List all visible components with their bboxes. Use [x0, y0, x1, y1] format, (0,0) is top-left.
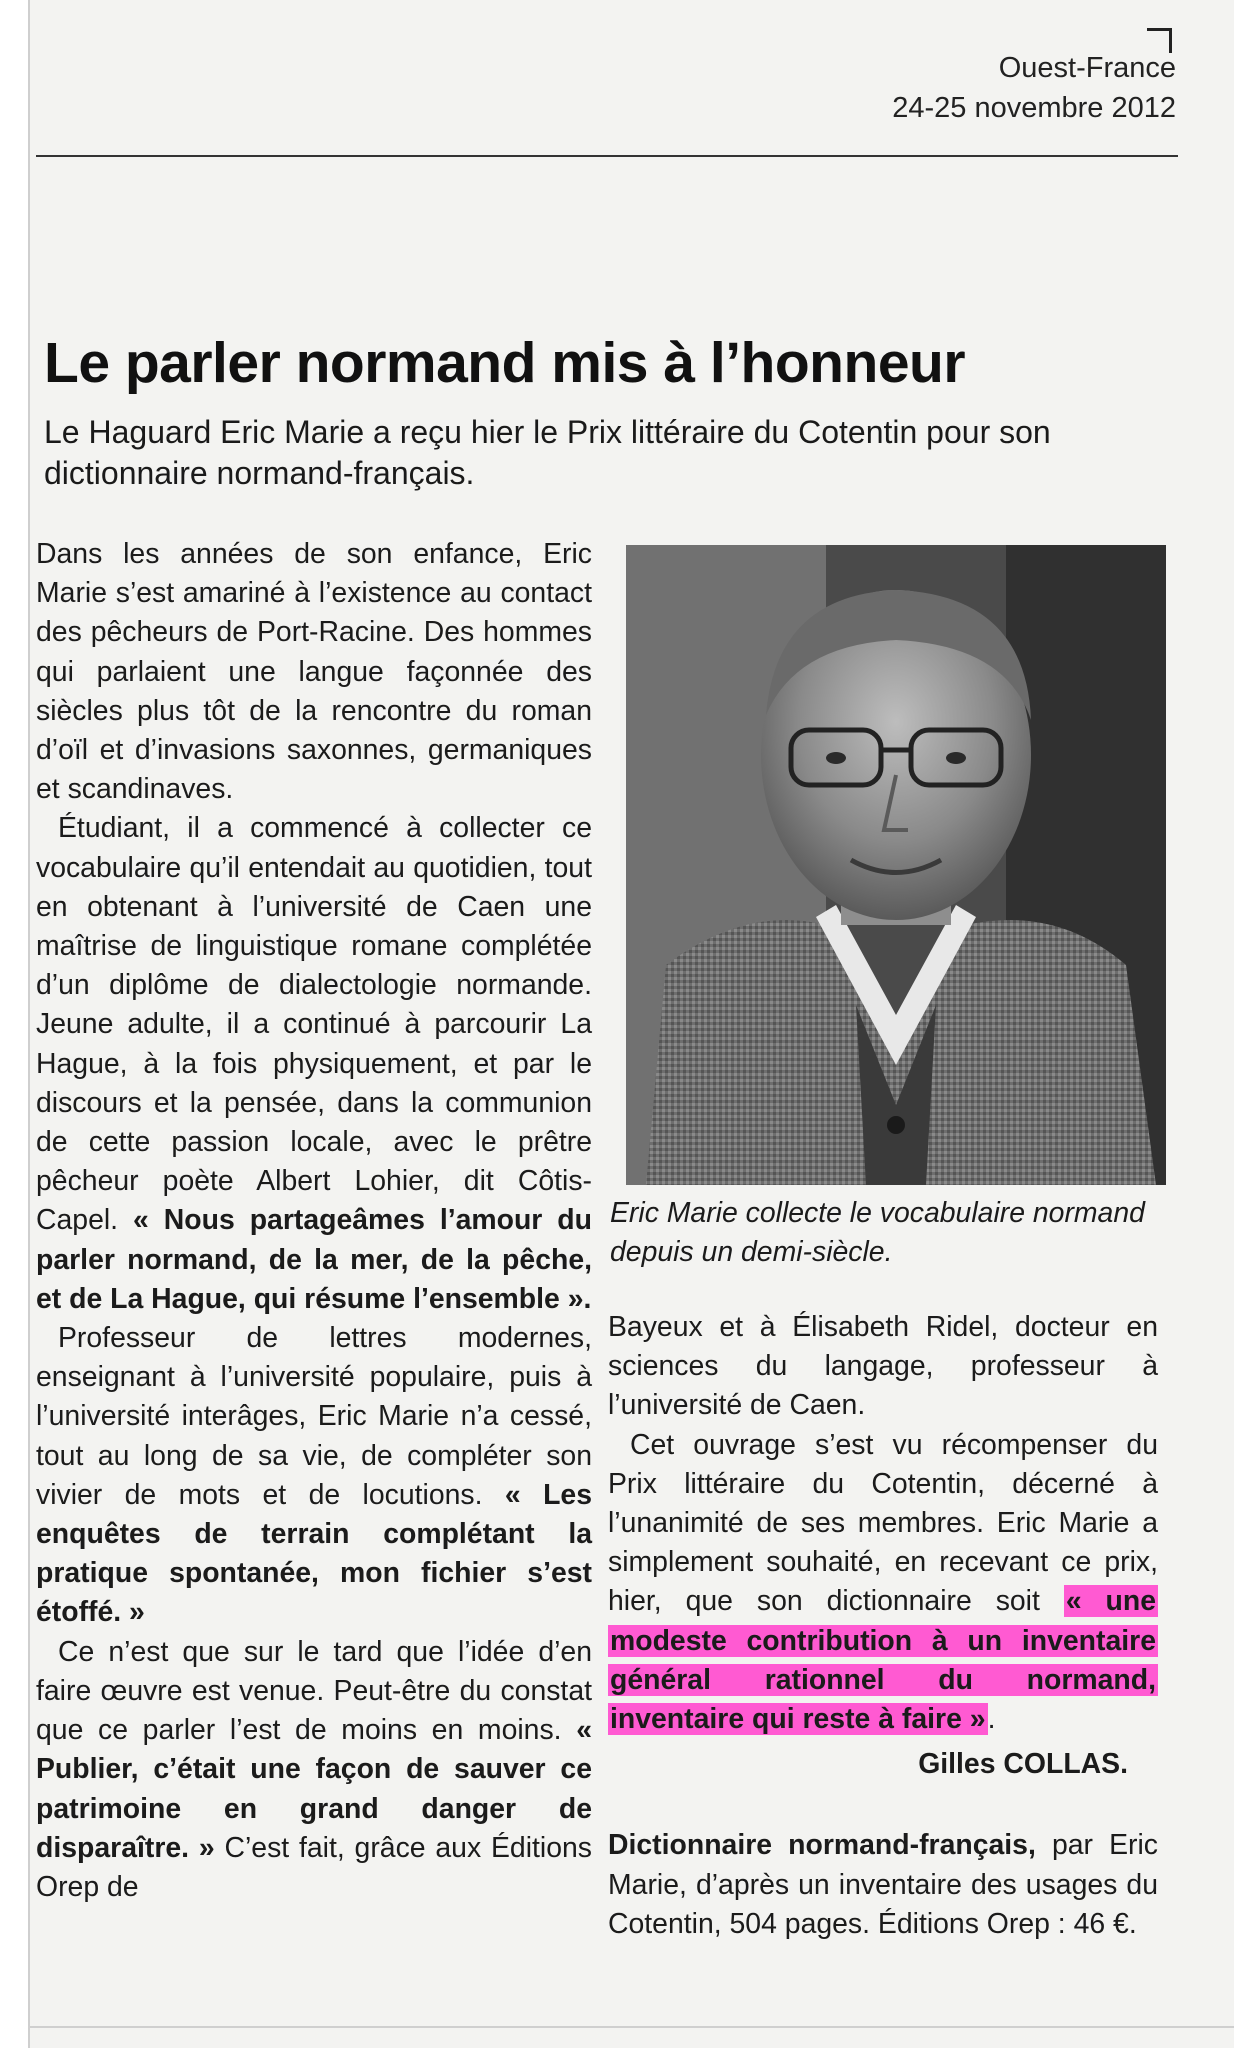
clipping-edge-bottom — [28, 2026, 1234, 2028]
paragraph — [36, 1633, 592, 1907]
paragraph: Bayeux et à Élisabeth Ridel, docteur en sciences du langage, professeur à l’université de Caen. — [608, 1311, 1158, 1422]
headline: Le parler normand mis à l’honneur — [44, 331, 966, 395]
source-date: 24-25 novembre 2012 — [892, 92, 1176, 124]
article-column-left — [36, 535, 592, 1907]
paragraph-text: C’est fait, grâce aux Éditions Orep de — [36, 1831, 592, 1903]
portrait-illustration — [626, 545, 1166, 1185]
quote: « Publier, c’était une façon de sauver ce patrimoine en grand danger de disparaître. » — [36, 1714, 592, 1864]
standfirst: Le Haguard Eric Marie a reçu hier le Prix littéraire du Cotentin pour son dictionnaire normand-français. — [44, 414, 1051, 491]
quote: « Les enquêtes de terrain complétant la pratique spontanée, mon fichier s’est étoffé. » — [36, 1478, 592, 1629]
quote: « Nous partageâmes l’amour du parler normand, de la mer, de la pêche, et de La Hague, qui résume l’ensemble ». — [36, 1204, 592, 1315]
book-details: par Eric Marie, d’après un inventaire des usages du Cotentin, 504 pages. Éditions Orep : 46 €. — [608, 1829, 1158, 1940]
highlighted-quote: « une modeste contribution à un inventaire général rationnel du normand, inventaire qui reste à faire » — [610, 1585, 1157, 1736]
photo-caption: Eric Marie collecte le vocabulaire normand depuis un demi-siècle. — [610, 1197, 1145, 1268]
book-title: Dictionnaire normand-français, — [608, 1829, 1036, 1862]
portrait-photo — [626, 545, 1166, 1185]
source-name: Ouest-France — [998, 52, 1176, 84]
paragraph-text: Cet ouvrage s’est vu récompenser du Prix littéraire du Cotentin, décerné à l’unanimité de ses membres. Eric Marie a simplement souhaité, en recevant ce prix, hier, que son dictionnaire soit — [608, 1428, 1158, 1618]
corner-crop-mark-icon — [1147, 28, 1172, 53]
paragraph-text: Étudiant, il a commencé à collecter ce vocabulaire qu’il entendait au quotidien, tout en obtenant à l’université de Caen une maîtrise de linguistique romane complétée d’un diplôme de dialectologie normande. Jeune adulte, il a continué à parcourir La Hague, à la fois physiquement, et par le discours et la pensée, dans la communion de cette passion locale, avec le prêtre pêcheur poète Albert Lohier, dit Côtis-Capel. — [36, 812, 592, 1237]
paragraph-text: Professeur de lettres modernes, enseignant à l’université populaire, puis à l’université interâges, Eric Marie n’a cessé, tout au long de sa vie, de compléter son vivier de mots et de locutions. — [36, 1322, 592, 1511]
newspaper-clipping — [28, 0, 1234, 2048]
article-column-right — [608, 1308, 1158, 1944]
paragraph — [36, 1319, 592, 1633]
paragraph — [608, 1426, 1158, 1740]
paragraph-text: Ce n’est que sur le tard que l’idée d’en faire œuvre est venue. Peut-être du constat que ce parler l’est de moins en moins. — [36, 1635, 592, 1747]
header-rule — [36, 155, 1178, 157]
paragraph-text: . — [987, 1703, 996, 1736]
book-note — [608, 1826, 1158, 1944]
author-signature: Gilles COLLAS. — [918, 1748, 1128, 1781]
clipping-edge-left — [28, 0, 30, 2048]
paragraph — [36, 809, 592, 1319]
paragraph: Dans les années de son enfance, Eric Marie s’est amariné à l’existence au contact des pêcheurs de Port-Racine. Des hommes qui parlaient une langue façonnée des siècles plus tôt de la rencontre du roman d’oïl et d’invasions saxonnes, germaniques et scandinaves. — [36, 538, 592, 806]
